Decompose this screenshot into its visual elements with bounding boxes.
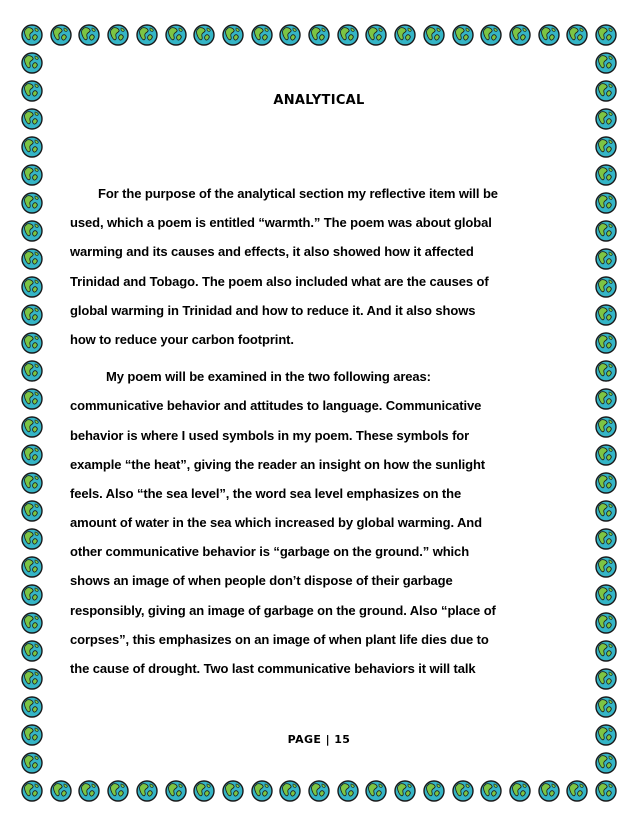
text-line: Trinidad and Tobago. The poem also included what are the causes of — [70, 273, 489, 289]
globe-icon — [595, 640, 617, 662]
globe-icon — [595, 52, 617, 74]
globe-icon — [595, 388, 617, 410]
globe-icon — [595, 612, 617, 634]
globe-icon — [21, 24, 43, 46]
globe-icon — [21, 388, 43, 410]
globe-icon — [538, 780, 560, 802]
text-line: other communicative behavior is “garbage on the ground.” which — [70, 544, 470, 560]
body-text — [70, 179, 568, 683]
page-footer: PAGE | 15 — [287, 733, 351, 746]
globe-icon — [308, 780, 330, 802]
globe-icon — [595, 108, 617, 130]
globe-icon — [595, 332, 617, 354]
globe-icon — [595, 192, 617, 214]
globe-icon — [165, 780, 187, 802]
globe-icon — [595, 472, 617, 494]
text-line: used, which a poem is entitled “warmth.” The poem was about global — [70, 215, 492, 231]
globe-icon — [222, 24, 244, 46]
globe-icon — [21, 220, 43, 242]
globe-icon — [394, 24, 416, 46]
text-line: corpses”, this emphasizes on an image of when plant life dies due to — [70, 631, 489, 647]
globe-icon — [21, 416, 43, 438]
text-line: example “the heat”, giving the reader an insight on how the sunlight — [70, 456, 486, 472]
globe-icon — [595, 24, 617, 46]
globe-icon — [78, 24, 100, 46]
globe-icon — [595, 220, 617, 242]
text-line: behavior is where I used symbols in my poem. These symbols for — [70, 427, 470, 443]
globe-icon — [595, 248, 617, 270]
text-line: global warming in Trinidad and how to reduce it. And it also shows — [70, 302, 476, 318]
text-line: warming and its causes and effects, it also showed how it affected — [70, 244, 474, 260]
globe-icon — [480, 24, 502, 46]
globe-icon — [21, 640, 43, 662]
globe-icon — [107, 24, 129, 46]
text-line: communicative behavior and attitudes to language. Communicative — [70, 398, 482, 414]
globe-icon — [279, 780, 301, 802]
globe-icon — [452, 780, 474, 802]
globe-icon — [337, 24, 359, 46]
globe-icon — [452, 24, 474, 46]
globe-icon — [21, 136, 43, 158]
globe-icon — [50, 780, 72, 802]
globe-icon — [21, 556, 43, 578]
globe-icon — [337, 780, 359, 802]
text-line: responsibly, giving an image of garbage on the ground. Also “place of — [70, 602, 496, 618]
text-line: shows an image of when people don’t dispose of their garbage — [70, 573, 453, 589]
globe-icon — [21, 248, 43, 270]
globe-icon — [193, 780, 215, 802]
globe-icon — [21, 52, 43, 74]
globe-icon — [21, 500, 43, 522]
globe-icon — [78, 780, 100, 802]
text-line: feels. Also “the sea level”, the word sea level emphasizes on the — [70, 485, 462, 501]
globe-icon — [136, 24, 158, 46]
globe-icon — [595, 528, 617, 550]
globe-icon — [595, 360, 617, 382]
globe-icon — [423, 24, 445, 46]
globe-icon — [595, 304, 617, 326]
globe-icon — [21, 164, 43, 186]
globe-icon — [566, 780, 588, 802]
globe-icon — [21, 276, 43, 298]
globe-icon — [365, 780, 387, 802]
globe-icon — [222, 780, 244, 802]
globe-icon — [21, 780, 43, 802]
globe-icon — [509, 24, 531, 46]
text-line: amount of water in the sea which increased by global warming. And — [70, 515, 482, 531]
globe-icon — [21, 612, 43, 634]
globe-icon — [365, 24, 387, 46]
globe-icon — [595, 276, 617, 298]
globe-icon — [50, 24, 72, 46]
globe-icon — [251, 780, 273, 802]
globe-icon — [595, 416, 617, 438]
globe-icon — [21, 192, 43, 214]
text-line: how to reduce your carbon footprint. — [70, 331, 294, 347]
globe-icon — [21, 528, 43, 550]
globe-icon — [595, 668, 617, 690]
globe-icon — [21, 304, 43, 326]
globe-icon — [21, 108, 43, 130]
globe-icon — [595, 500, 617, 522]
globe-icon — [595, 164, 617, 186]
globe-icon — [480, 780, 502, 802]
globe-icon — [566, 24, 588, 46]
globe-icon — [595, 556, 617, 578]
globe-icon — [279, 24, 301, 46]
globe-icon — [21, 584, 43, 606]
globe-icon — [21, 360, 43, 382]
globe-icon — [21, 472, 43, 494]
globe-icon — [193, 24, 215, 46]
text-line: My poem will be examined in the two following areas: — [106, 369, 431, 385]
globe-icon — [538, 24, 560, 46]
globe-icon — [595, 444, 617, 466]
globe-icon — [107, 780, 129, 802]
paragraph-1 — [70, 179, 568, 354]
globe-icon — [595, 136, 617, 158]
text-line: For the purpose of the analytical section my reflective item will be — [98, 186, 498, 201]
paragraph-2 — [70, 362, 568, 683]
globe-icon — [21, 668, 43, 690]
globe-icon — [595, 780, 617, 802]
globe-icon — [21, 696, 43, 718]
page-title: ANALYTICAL — [273, 93, 365, 108]
globe-icon — [308, 24, 330, 46]
globe-icon — [595, 584, 617, 606]
text-line: the cause of drought. Two last communicative behaviors it will talk — [70, 661, 476, 676]
globe-icon — [423, 780, 445, 802]
globe-icon — [136, 780, 158, 802]
globe-icon — [595, 752, 617, 774]
globe-icon — [509, 780, 531, 802]
globe-icon — [251, 24, 273, 46]
globe-icon — [595, 696, 617, 718]
globe-icon — [165, 24, 187, 46]
globe-icon — [21, 444, 43, 466]
globe-icon — [394, 780, 416, 802]
globe-icon — [21, 332, 43, 354]
globe-icon — [21, 752, 43, 774]
